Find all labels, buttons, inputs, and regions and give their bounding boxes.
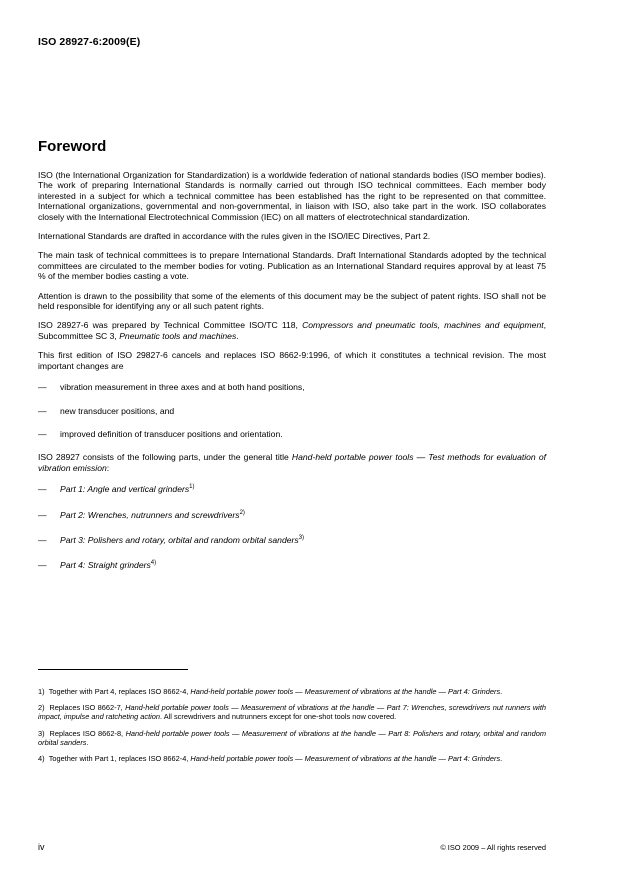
dash-marker: — — [38, 405, 47, 416]
list-item: — improved definition of transducer positions and orientation. — [38, 428, 283, 439]
paragraph-committees: The main task of technical committees is to prepare International Standards. Draft International Standards adopted by the technical committees are circulated to the member bodies for voting. Publication as an International Standard requires approval by at least 75 % of the member bodies casting a vote. — [38, 250, 546, 282]
dash-marker: — — [38, 534, 47, 545]
dash-marker: — — [38, 560, 47, 571]
dash-marker: — — [38, 509, 47, 520]
footnote-ref[interactable]: 2) — [239, 509, 245, 516]
paragraph-iso-intro: ISO (the International Organization for Standardization) is a worldwide federation of national standards bodies (ISO member bodies). The work of preparing International Standards is normally carried out through ISO technical committees. Each member body interested in a subject for which a technical committee has been established has the right to be represented on that committee. International organizations, governmental and non-governmental, in liaison with ISO, also take part in the work. ISO collaborates closely with the International Electrotechnical Commission (IEC) on all matters of electrotechnical standardization. — [38, 170, 546, 222]
list-item: — vibration measurement in three axes and at both hand positions, — [38, 382, 305, 393]
footnote-ref[interactable]: 4) — [150, 560, 157, 567]
footnote-ref[interactable]: 1) — [189, 484, 195, 491]
dash-marker: — — [38, 382, 47, 393]
paragraph-parts-intro: ISO 28927 consists of the following parts, under the general title Hand-held portable power tools — Test methods for evaluation of vibration emission: — [38, 452, 546, 473]
paragraph-prepared-by: ISO 28927-6 was prepared by Technical Committee ISO/TC 118, Compressors and pneumatic tools, machines and equipment, Subcommittee SC 3, Pneumatic tools and machines. — [38, 320, 546, 341]
parts-list — [38, 484, 546, 571]
document-id: ISO 28927-6:2009(E) — [38, 36, 141, 48]
foreword-body — [38, 170, 546, 586]
dash-marker: — — [38, 484, 47, 495]
paragraph-directives: International Standards are drafted in accordance with the rules given in the ISO/IEC Directives, Part 2. — [38, 231, 431, 242]
footnote-divider — [38, 669, 188, 670]
list-item: — Part 4: Straight grinders$^{4)}$ — [38, 560, 157, 571]
footnote-3: 3) Replaces ISO 8662-8, Hand-held portable power tools — Measurement of vibrations at the handle — Part 8: Polishers and rotary, orbital and random orbital sanders. — [38, 728, 546, 747]
dash-marker: — — [38, 428, 47, 439]
copyright-notice: © ISO 2009 – All rights reserved — [440, 843, 546, 852]
page-number: iv — [38, 842, 45, 852]
changes-list — [38, 382, 546, 439]
list-item: — Part 3: Polishers and rotary, orbital and random orbital sanders$^{3)}$ — [38, 534, 305, 545]
list-item: — Part 2: Wrenches, nutrunners and screwdrivers$^{2)}$ — [38, 509, 245, 520]
footnote-2: 2) Replaces ISO 8662-7, Hand-held portable power tools — Measurement of vibrations at the handle — Part 7: Wrenches, screwdrivers nut runners with impact, impulse and ratcheting action. All screwdrivers and nutrunners except for one-shot tools now covered. — [38, 703, 546, 722]
list-item: — new transducer positions, and — [38, 405, 175, 416]
footnotes — [38, 687, 546, 770]
footnote-4: 4) Together with Part 1, replaces ISO 8662-4, Hand-held portable power tools — Measurement of vibrations at the handle — Part 4: Grinders. — [38, 754, 503, 764]
paragraph-patents: Attention is drawn to the possibility that some of the elements of this document may be the subject of patent rights. ISO shall not be held responsible for identifying any or all such patent rights. — [38, 290, 546, 312]
paragraph-edition: This first edition of ISO 29827-6 cancels and replaces ISO 8662-9:1996, of which it constitutes a technical revision. The most important changes are — [38, 350, 546, 371]
footnote-ref[interactable]: 3) — [298, 535, 305, 542]
footnote-1: 1) Together with Part 4, replaces ISO 8662-4, Hand-held portable power tools — Measurement of vibrations at the handle — Part 4: Grinders. — [38, 687, 503, 696]
page-title: Foreword — [38, 138, 107, 155]
list-item: — Part 1: Angle and vertical grinders$^{1)}$ — [38, 484, 195, 495]
